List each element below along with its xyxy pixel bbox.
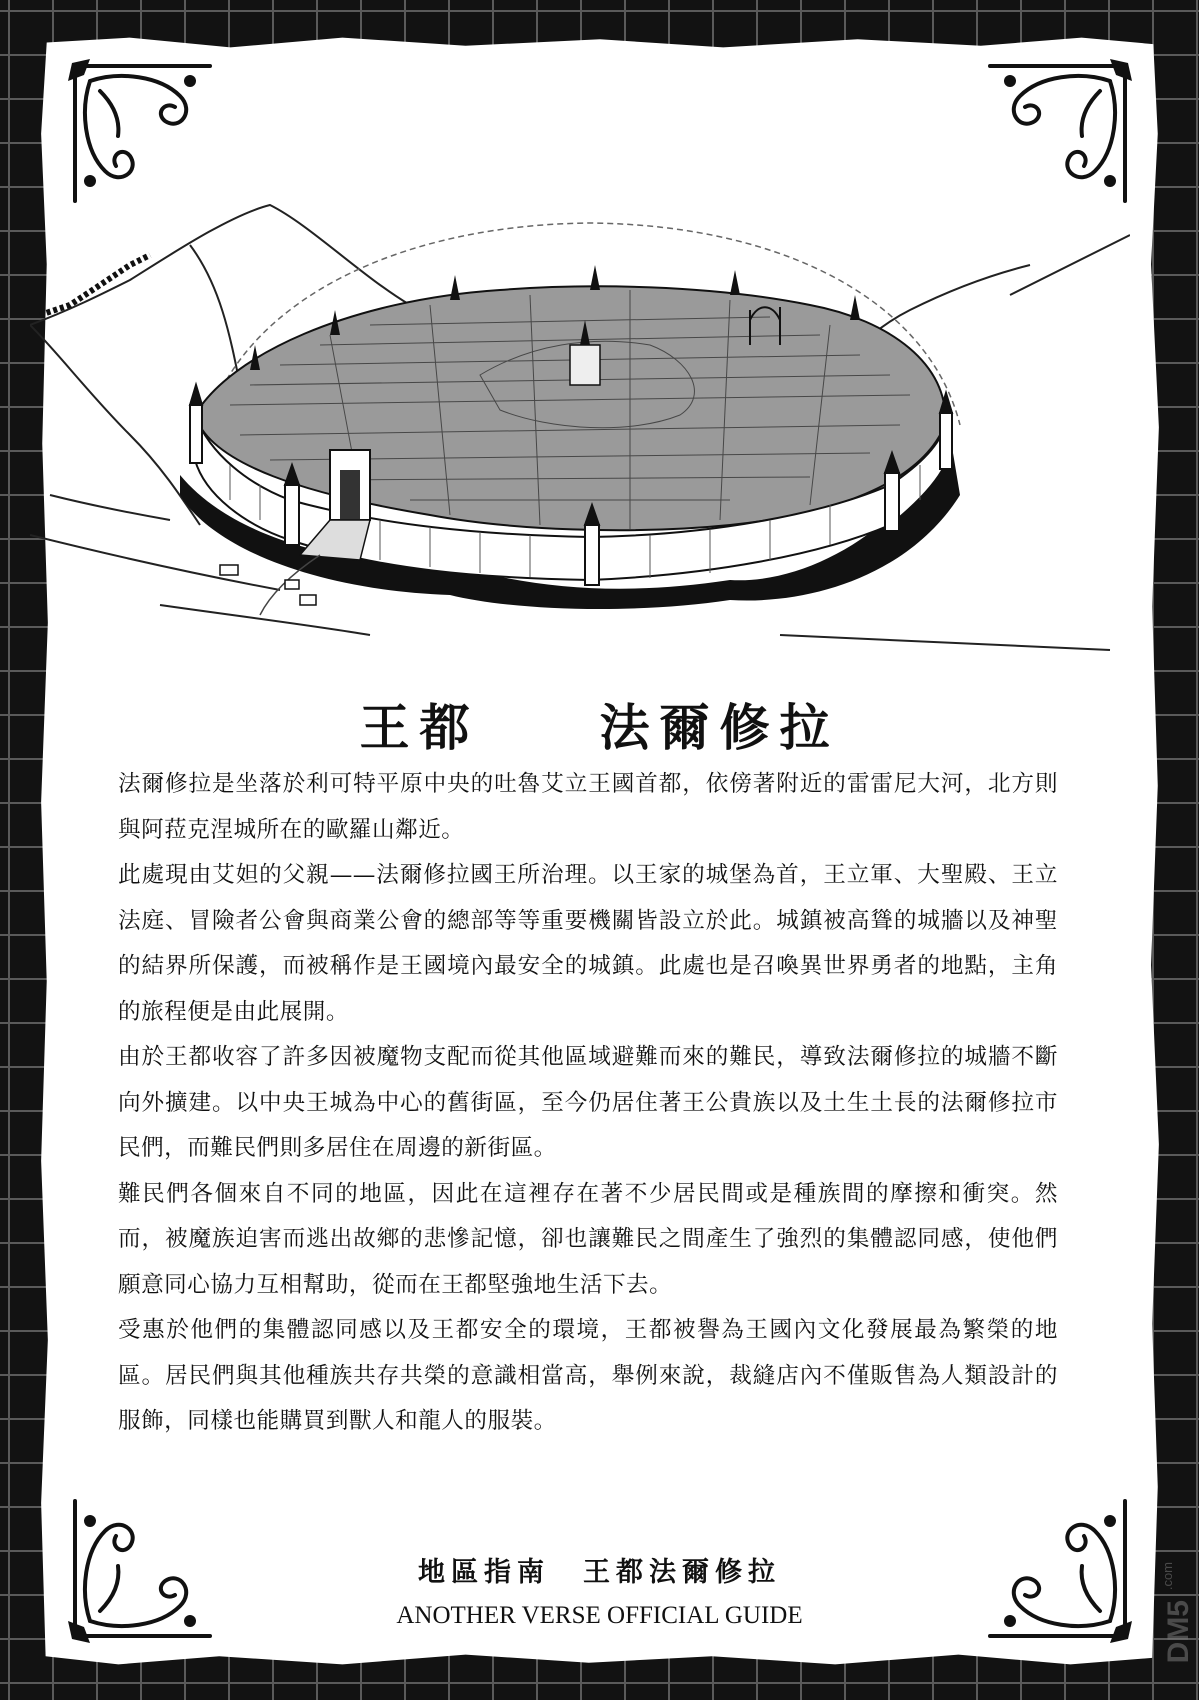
section-caption: 地區指南 王都法爾修拉 [418, 1557, 781, 1588]
paragraph: 法爾修拉是坐落於利可特平原中央的吐魯艾立王國首都，依傍著附近的雷雷尼大河，北方則與阿菈克涅城所在的歐羅山鄰近。 [118, 771, 1058, 843]
page-title: 王都 法爾修拉 [359, 698, 840, 757]
article-body [118, 762, 1058, 1445]
watermark: DM5 [1162, 1600, 1195, 1664]
series-caption: ANOTHER VERSE OFFICIAL GUIDE [396, 1602, 803, 1629]
paragraph: 受惠於他們的集體認同感以及王都安全的環境，王都被譽為王國內文化發展最為繁榮的地區。居民們與其他種族共存共榮的意識相當高，舉例來說，裁縫店內不僅販售為人類設計的服飾，同樣也能購買到獸人和龍人的服裝。 [118, 1317, 1058, 1434]
paragraph: 此處現由艾妲的父親——法爾修拉國王所治理。以王家的城堡為首，王立軍、大聖殿、王立法庭、冒險者公會與商業公會的總部等等重要機關皆設立於此。城鎮被高聳的城牆以及神聖的結界所保護，而被稱作是王國境內最安全的城鎮。此處也是召喚異世界勇者的地點，主角的旅程便是由此展開。 [118, 862, 1058, 1025]
paragraph: 由於王都收容了許多因被魔物支配而從其他區域避難而來的難民，導致法爾修拉的城牆不斷向外擴建。以中央王城為中心的舊街區，至今仍居住著王公貴族以及土生土長的法爾修拉市民們，而難民們則多居住在周邊的新街區。 [118, 1044, 1058, 1161]
watermark-domain: .com [1160, 1562, 1175, 1591]
walled-city-illustration [30, 195, 1130, 675]
paragraph: 難民們各個來自不同的地區，因此在這裡存在著不少居民間或是種族間的摩擦和衝突。然而，被魔族迫害而逃出故鄉的悲慘記憶，卻也讓難民之間產生了強烈的集體認同感，使他們願意同心協力互相幫助，從而在王都堅強地生活下去。 [118, 1180, 1058, 1298]
